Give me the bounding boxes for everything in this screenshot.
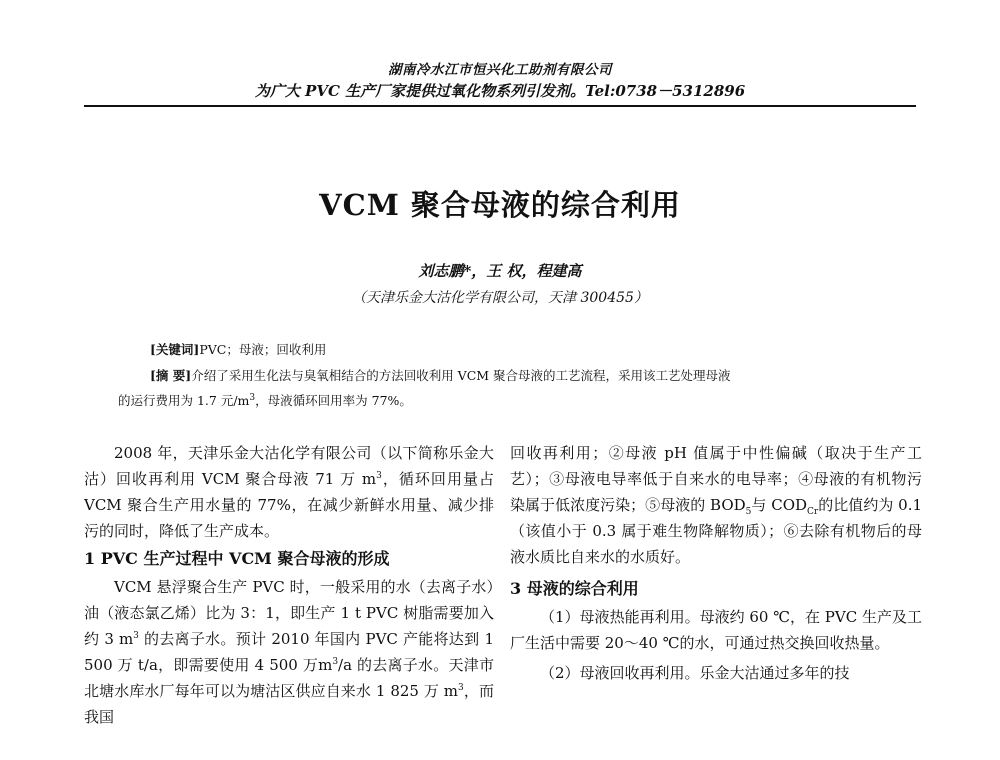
- abstract-line1: 介绍了采用生化法与臭氧相结合的方法回收利用 VCM 聚合母液的工艺流程，采用该工艺处理母液: [191, 368, 731, 383]
- journal-header-company: 湖南冷水江市恒兴化工助剂有限公司: [388, 62, 612, 78]
- right-column: [510, 440, 922, 686]
- abstract: [摘 要]介绍了采用生化法与臭氧相结合的方法回收利用 VCM 聚合母液的工艺流程，采用该工艺处理母液 的运行费用为 1.7 元$/m^3$，母液循环回用率为 77%。: [118, 368, 731, 408]
- paper-title: VCM 聚合母液的综合利用: [319, 188, 681, 222]
- paragraph-properties: 回收再利用；②母液 pH 值属于中性偏碱（取决于生产工艺）；③母液电导率低于自来水的电导率；④母液的有机物污染属于低浓度污染；⑤母液的 $BOD_5$与 $COD_{Cr}$的比值约为 0.1（该值小于 0.3 属于难生物降解物质）；⑥去除有机物后的母液水质比自来水的水质好。: [510, 444, 923, 566]
- authors: 刘志鹏*，王 权，程建高: [418, 262, 582, 280]
- abstract-label: [摘 要]: [150, 368, 192, 383]
- section-heading-3: 3 母液的综合利用: [510, 579, 639, 598]
- header-rule: [84, 105, 916, 107]
- affiliation: （天津乐金大沽化学有限公司，天津 300455）: [352, 290, 648, 306]
- keywords-label: [关键词]: [150, 342, 200, 357]
- section-heading-1: 1 PVC 生产过程中 VCM 聚合母液的形成: [84, 549, 390, 568]
- keywords-text: PVC；母液；回收利用: [199, 342, 327, 357]
- paragraph-heat-reuse: （1）母液热能再利用。母液约 60 ℃，在 PVC 生产及工厂生活中需要 20～40 ℃的水，可通过热交换回收热量。: [510, 608, 922, 652]
- journal-header-ad: 为广大 PVC 生产厂家提供过氧化物系列引发剂。Tel:0738－5312896: [254, 82, 746, 100]
- paragraph-recycling: （2）母液回收再利用。乐金大沽通过多年的技: [540, 664, 850, 682]
- abstract-line2: 的运行费用为 1.7 元/m: [118, 393, 250, 408]
- paragraph-intro: 2008 年，天津乐金大沽化学有限公司（以下简称乐金大沽）回收再利用 VCM 聚合母液 71 万 $m^3$，循环回用量占 VCM 聚合生产用水量的 77%，在减少新鲜水用量、减少排污的同时，降低了生产成本。: [84, 444, 494, 540]
- keywords: [150, 340, 930, 360]
- left-column: [84, 440, 494, 730]
- paragraph-section-1: VCM 悬浮聚合生产 PVC 时，一般采用的水（去离子水）油（液态氯乙烯）比为 3：1，即生产 1 t PVC 树脂需要加入约 3 $m^3$ 的去离子水。预计 2010 年国内 PVC 产能将达到 1 500 万 t/a，即需要使用 4 500 万$m^3/a$ 的去离子水。天津市北塘水库水厂每年可以为塘沽区供应自来水 1 825 万 $m^3$，而我国: [84, 578, 495, 726]
